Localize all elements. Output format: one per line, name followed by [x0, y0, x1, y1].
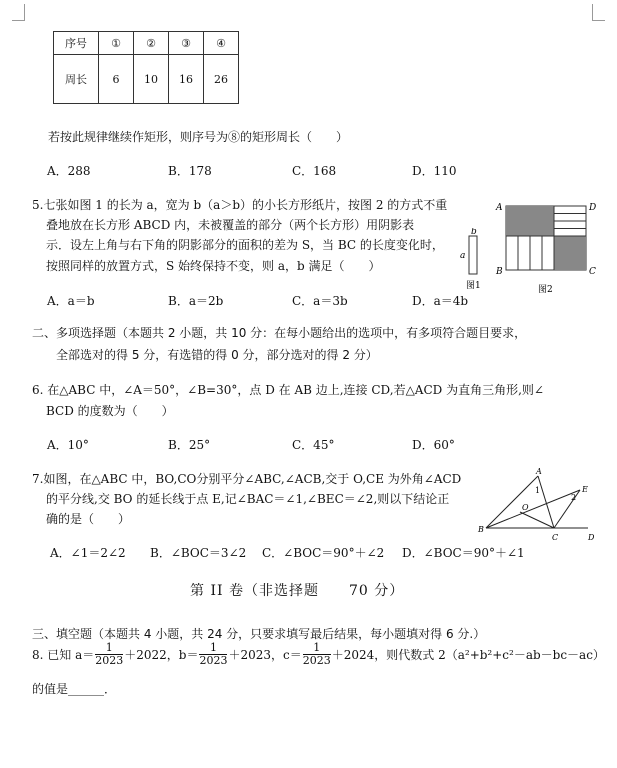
q8-b-tail: ＋2023，c＝: [228, 648, 302, 662]
q7-option-d: D．∠BOC＝90°＋∠1: [402, 546, 525, 560]
fraction: $\frac{1}{2023}$: [95, 641, 124, 667]
q7-line-3: 确的是（ ）: [46, 512, 131, 526]
q4-option-c: C．168: [292, 164, 337, 178]
q5-option-d: D．a＝4b: [412, 294, 469, 308]
angle-2-label: 2: [571, 493, 577, 502]
q5-option-a: A．a＝b: [47, 294, 95, 308]
table-cell: ②: [134, 32, 169, 55]
q8-c-tail: ＋2024，则代数式 2（a²+b²+c²－ab－bc－ac）: [331, 648, 605, 662]
table-cell: 序号: [54, 32, 99, 55]
q7-triangle-figure: [476, 466, 604, 544]
table-cell: 6: [99, 55, 134, 104]
part-2-title: 第 II 卷（非选择题 70 分）: [190, 583, 405, 599]
point-d: D: [589, 203, 597, 213]
q6-option-c: C．45°: [292, 438, 335, 452]
q5-option-b: B．a＝2b: [168, 294, 224, 308]
point-a: A: [496, 203, 503, 213]
q5-line-1: 5.七张如图 1 的长为 a，宽为 b（a＞b）的小长方形纸片，按图 2 的方式不重: [32, 198, 448, 212]
q6-option-d: D．60°: [412, 438, 455, 452]
table-cell: ④: [204, 32, 239, 55]
q5-option-c: C．a＝3b: [292, 294, 348, 308]
section-3-heading: 三、填空题（本题共 4 小题，共 24 分，只要求填写最后结果，每小题填对得 6 分.）: [32, 627, 486, 641]
table-cell: 16: [169, 55, 204, 104]
point-o: O: [522, 503, 529, 512]
label-a: a: [460, 251, 466, 261]
point-d: D: [588, 533, 595, 542]
q8-line-1: [32, 642, 605, 667]
q4-question: 若按此规律继续作矩形，则序号为⑧的矩形周长（ ）: [48, 130, 349, 144]
q7-line-1: 7.如图，在△ABC 中，BO,CO分别平分∠ABC,∠ACB,交于 O,CE 为外角∠ACD: [32, 472, 462, 486]
table-cell: ①: [99, 32, 134, 55]
q6-option-a: A．10°: [47, 438, 89, 452]
section-2-heading-line-1: 二、多项选择题（本题共 2 小题，共 10 分：在每小题给出的选项中，有多项符合题目要求，: [32, 326, 527, 340]
table-row: [54, 32, 239, 55]
point-b: B: [496, 267, 503, 277]
label-b: b: [471, 228, 477, 237]
fig1-caption: 图1: [466, 281, 481, 291]
point-a: A: [536, 467, 542, 476]
q5-figure-2: [494, 198, 606, 298]
q4-option-b: B．178: [168, 164, 212, 178]
q6-line-2: BCD 的度数为（ ）: [46, 404, 174, 418]
table-cell: 周长: [54, 55, 99, 104]
small-rectangle: [469, 236, 477, 274]
q5-line-3: 示．设左上角与右下角的阴影部分的面积的差为 S，当 BC 的长度变化时，: [46, 238, 444, 252]
point-c: C: [589, 267, 596, 277]
table-row: [54, 55, 239, 104]
fraction: $\frac{1}{2023}$: [199, 641, 228, 667]
q8-line-2: 的值是______．: [32, 682, 117, 696]
q6-option-b: B．25°: [168, 438, 211, 452]
q5-figure-1: [458, 228, 488, 292]
q7-option-c: C．∠BOC＝90°＋∠2: [262, 546, 385, 560]
point-c: C: [552, 533, 559, 542]
q8-prefix: 8. 已知 a＝: [32, 648, 95, 662]
angle-1-label: 1: [535, 486, 541, 495]
q4-option-a: A．288: [47, 164, 91, 178]
shaded-bottom-right: [554, 236, 586, 270]
point-e: E: [582, 485, 588, 494]
q5-line-4: 按照同样的放置方式，S 始终保持不变，则 a，b 满足（ ）: [46, 259, 381, 273]
fraction: $\frac{1}{2023}$: [302, 641, 331, 667]
q6-line-1: 6. 在△ABC 中，∠A＝50°，∠B=30°，点 D 在 AB 边上,连接 CD,若△ACD 为直角三角形,则∠: [32, 383, 544, 397]
q4-option-d: D．110: [412, 164, 457, 178]
table-cell: 26: [204, 55, 239, 104]
section-2-heading-line-2: 全部选对的得 5 分，有选错的得 0 分，部分选对的得 2 分）: [56, 348, 378, 362]
sequence-table: [53, 31, 239, 104]
q5-line-2: 叠地放在长方形 ABCD 内，未被覆盖的部分（两个长方形）用阴影表: [46, 218, 415, 232]
table-cell: ③: [169, 32, 204, 55]
q7-option-a: A．∠1＝2∠2: [50, 546, 126, 560]
shaded-top-left: [506, 206, 554, 236]
page-corner-mark-right: [592, 4, 605, 21]
table-cell: 10: [134, 55, 169, 104]
q7-line-2: 的平分线,交 BO 的延长线于点 E,记∠BAC＝∠1,∠BEC＝∠2,则以下结论正: [46, 492, 450, 506]
point-b: B: [478, 525, 484, 534]
q8-a-tail: ＋2022，b＝: [124, 648, 199, 662]
page-corner-mark-left: [12, 4, 25, 21]
fig2-caption: 图2: [538, 285, 553, 295]
q7-option-b: B．∠BOC＝3∠2: [150, 546, 247, 560]
